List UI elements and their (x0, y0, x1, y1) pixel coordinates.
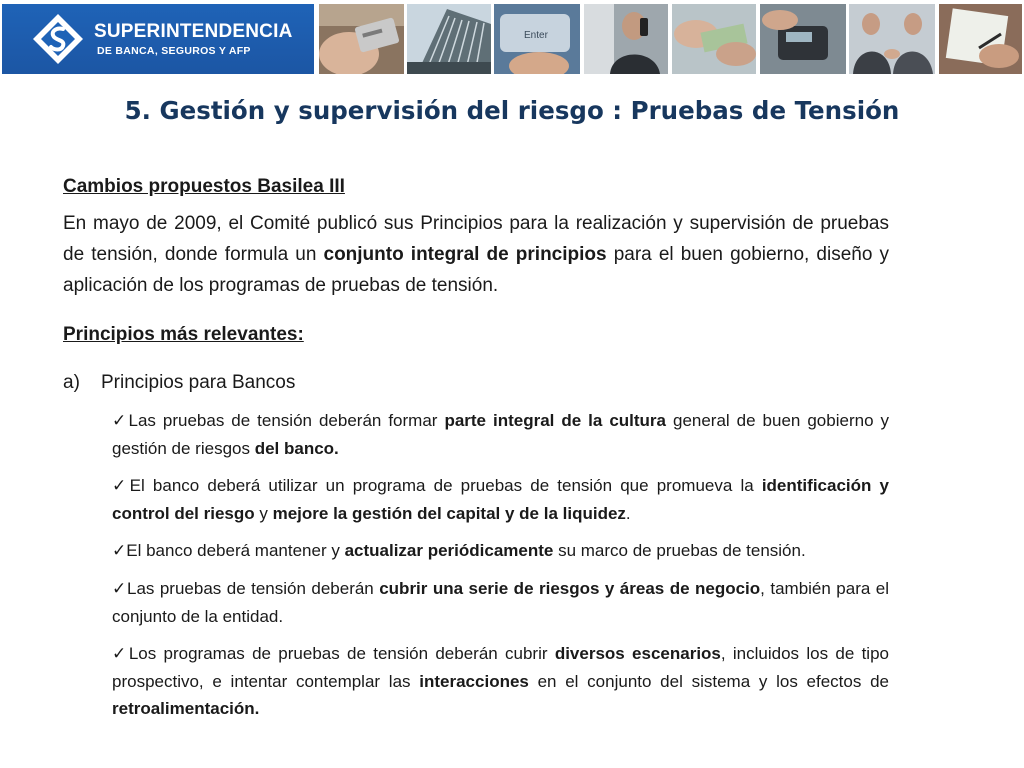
bullet-text: El banco deberá mantener y (126, 541, 345, 560)
checkmark-icon: ✓ (112, 541, 127, 561)
bullet-text: Los programas de pruebas de tensión deberán cubrir (128, 644, 555, 663)
list-item (112, 472, 889, 527)
sub-item-bancos (63, 372, 889, 394)
bullet-bold: mejore la gestión del capital y de la liquidez (272, 504, 626, 523)
businessman-phone-photo (584, 4, 668, 74)
diamond-logo-icon (32, 13, 84, 65)
bullet-text: Las pruebas de tensión deberán (126, 579, 380, 598)
principles-list (112, 407, 889, 722)
list-item (112, 407, 889, 462)
list-item (112, 537, 889, 565)
credit-card-photo (319, 4, 404, 74)
card-terminal-photo (760, 4, 846, 74)
sbs-logo (2, 4, 314, 74)
building-photo (407, 4, 491, 74)
bullet-bold: del banco. (254, 439, 339, 458)
bullet-text: y (254, 504, 273, 523)
keyboard-enter-photo (494, 4, 580, 74)
checkmark-icon: ✓ (112, 476, 130, 496)
slide-content (63, 176, 889, 732)
logo-title: SUPERINTENDENCIA (94, 21, 293, 42)
cash-handoff-photo (672, 4, 756, 74)
bullet-bold: actualizar periódicamente (344, 541, 554, 560)
checkmark-icon: ✓ (112, 411, 129, 431)
intro-paragraph (63, 208, 889, 301)
slide-title: 5. Gestión y supervisión del riesgo : Pruebas de Tensión (124, 96, 900, 125)
bullet-bold: retroalimentación. (112, 699, 260, 718)
bullet-text: , incluidos los de tipo prospectivo, e intentar contemplar las (112, 644, 889, 691)
bullet-text: su marco de pruebas de tensión. (553, 541, 806, 560)
bullet-text: El banco deberá utilizar un programa de pruebas de tensión que promueva la (129, 476, 762, 495)
bullet-bold: diversos escenarios (554, 644, 721, 663)
checkmark-icon: ✓ (112, 579, 127, 599)
sub-item-tag: a) (63, 372, 80, 393)
list-item (112, 640, 889, 722)
bullet-text: . (625, 504, 631, 523)
intro-bold-text: conjunto integral de principios (323, 244, 607, 265)
list-item (112, 575, 889, 630)
bullet-text: general de buen gobierno y gestión de riesgos (112, 411, 889, 458)
bullet-bold: parte integral de la cultura (444, 411, 667, 430)
sub-item-label: Principios para Bancos (101, 372, 296, 393)
svg-text:Enter: Enter (524, 30, 548, 41)
bullet-text: , también para el conjunto de la entidad. (112, 579, 889, 626)
intro-text-end: para el buen gobierno, diseño y aplicación de los programas de pruebas de tensión. (63, 244, 889, 296)
logo-subtitle: DE BANCA, SEGUROS Y AFP (97, 45, 251, 57)
section-heading-basilea: Cambios propuestos Basilea III (63, 176, 345, 197)
header-banner (0, 0, 1024, 78)
checkmark-icon: ✓ (112, 644, 129, 664)
intro-text: En mayo de 2009, el Comité publicó sus Principios para la realización y supervisión de pruebas de tensión, donde formula un (63, 213, 889, 265)
handshake-photo (849, 4, 935, 74)
signing-document-photo (939, 4, 1022, 74)
bullet-bold: interacciones (419, 672, 529, 691)
bullet-bold: cubrir una serie de riesgos y áreas de negocio (379, 579, 761, 598)
bullet-text: en el conjunto del sistema y los efectos de (528, 672, 889, 691)
bullet-text: Las pruebas de tensión deberán formar (128, 411, 445, 430)
bullet-bold: identificación y control del riesgo (112, 476, 889, 523)
section-heading-principios: Principios más relevantes: (63, 324, 304, 345)
